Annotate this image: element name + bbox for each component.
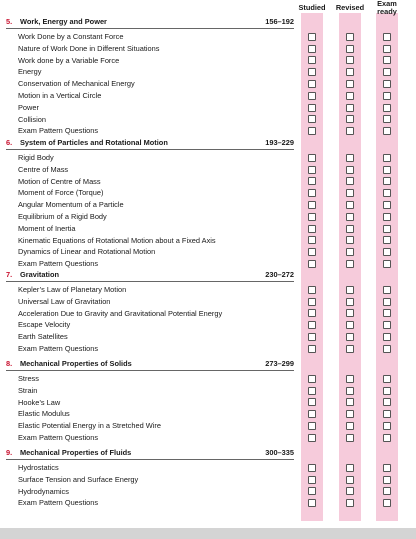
exam-ready-checkbox[interactable]: [383, 225, 391, 233]
topic-item: Exam Pattern Questions: [18, 259, 99, 269]
exam-ready-checkbox[interactable]: [383, 248, 391, 256]
topic-item: Earth Satellites: [18, 332, 68, 342]
exam-ready-checkbox[interactable]: [383, 68, 391, 76]
chapter-8: [6, 358, 294, 444]
topic-item: Acceleration Due to Gravity and Gravitational Potential Energy: [18, 308, 223, 318]
studied-checkbox[interactable]: [308, 298, 316, 306]
revised-checkbox[interactable]: [346, 398, 354, 406]
revised-checkbox[interactable]: [346, 464, 354, 472]
exam-ready-checkbox[interactable]: [383, 309, 391, 317]
studied-checkbox[interactable]: [308, 166, 316, 174]
chapter-pages: 230–272: [265, 270, 294, 279]
topic-item: Energy: [18, 67, 42, 77]
topic-item: Exam Pattern Questions: [18, 498, 99, 508]
studied-checkbox[interactable]: [308, 387, 316, 395]
studied-checkbox[interactable]: [308, 375, 316, 383]
studied-checkbox[interactable]: [308, 476, 316, 484]
exam-ready-checkbox[interactable]: [383, 375, 391, 383]
topic-item: Motion of Centre of Mass: [18, 176, 101, 186]
revised-checkbox[interactable]: [346, 434, 354, 442]
exam-ready-checkbox[interactable]: [383, 387, 391, 395]
studied-checkbox[interactable]: [308, 115, 316, 123]
chapter-pages: 193–229: [265, 138, 294, 147]
footer-bar: [0, 528, 416, 539]
studied-checkbox[interactable]: [308, 154, 316, 162]
revised-checkbox[interactable]: [346, 333, 354, 341]
chapter-title: Gravitation: [20, 270, 60, 279]
revised-checkbox[interactable]: [346, 410, 354, 418]
chapter-number: 8.: [6, 359, 13, 368]
exam-ready-line1: Exam: [377, 0, 397, 8]
exam-ready-checkbox[interactable]: [383, 189, 391, 197]
studied-checkbox[interactable]: [308, 487, 316, 495]
exam-ready-checkbox[interactable]: [383, 422, 391, 430]
studied-checkbox[interactable]: [308, 309, 316, 317]
studied-checkbox[interactable]: [308, 33, 316, 41]
exam-ready-checkbox[interactable]: [383, 177, 391, 185]
studied-checkbox[interactable]: [308, 345, 316, 353]
topic-item: Elastic Modulus: [18, 409, 70, 419]
studied-checkbox[interactable]: [308, 422, 316, 430]
studied-checkbox[interactable]: [308, 45, 316, 53]
exam-ready-checkbox[interactable]: [383, 286, 391, 294]
topic-item: Conservation of Mechanical Energy: [18, 79, 135, 89]
exam-ready-checkbox[interactable]: [383, 499, 391, 507]
revised-checkbox[interactable]: [346, 225, 354, 233]
revised-checkbox[interactable]: [346, 201, 354, 209]
chapter-title: Mechanical Properties of Solids: [20, 359, 132, 368]
chapter-heading: [6, 137, 294, 149]
chapter-rule: [6, 28, 294, 29]
revised-checkbox[interactable]: [346, 298, 354, 306]
revised-checkbox[interactable]: [346, 166, 354, 174]
exam-ready-checkbox[interactable]: [383, 410, 391, 418]
exam-ready-checkbox[interactable]: [383, 92, 391, 100]
topic-item: Strain: [18, 385, 38, 395]
topic-item: Kepler’s Law of Planetary Motion: [18, 285, 127, 294]
topic-item: Work done by a Variable Force: [18, 55, 120, 65]
exam-ready-checkbox[interactable]: [383, 104, 391, 112]
exam-ready-checkbox[interactable]: [383, 260, 391, 268]
exam-ready-checkbox[interactable]: [383, 333, 391, 341]
studied-checkbox[interactable]: [308, 189, 316, 197]
exam-ready-checkbox[interactable]: [383, 213, 391, 221]
studied-checkbox[interactable]: [308, 213, 316, 221]
topic-item: Stress: [18, 374, 39, 383]
topic-item: Exam Pattern Questions: [18, 126, 99, 136]
exam-ready-checkbox[interactable]: [383, 434, 391, 442]
studied-checkbox[interactable]: [308, 398, 316, 406]
chapter-title: Work, Energy and Power: [20, 17, 107, 26]
exam-ready-checkbox[interactable]: [383, 298, 391, 306]
exam-ready-checkbox[interactable]: [383, 127, 391, 135]
topic-item: Power: [18, 102, 39, 112]
chapter-title: Mechanical Properties of Fluids: [20, 448, 132, 457]
revised-checkbox[interactable]: [346, 127, 354, 135]
revised-checkbox[interactable]: [346, 92, 354, 100]
studied-checkbox[interactable]: [308, 410, 316, 418]
chapter-pages: 156–192: [265, 17, 294, 26]
studied-checkbox[interactable]: [308, 321, 316, 329]
revised-checkbox[interactable]: [346, 321, 354, 329]
chapter-7: [6, 269, 294, 355]
topic-item: Moment of Force (Torque): [18, 188, 104, 198]
chapter-6: [6, 137, 294, 270]
revised-checkbox[interactable]: [346, 248, 354, 256]
revised-header: Revised: [335, 3, 365, 12]
chapter-number: 7.: [6, 270, 13, 279]
studied-checkbox[interactable]: [308, 80, 316, 88]
chapter-heading: [6, 358, 294, 370]
studied-checkbox[interactable]: [308, 464, 316, 472]
revised-checkbox[interactable]: [346, 104, 354, 112]
revised-checkbox[interactable]: [346, 286, 354, 294]
revised-checkbox[interactable]: [346, 236, 354, 244]
revised-checkbox[interactable]: [346, 309, 354, 317]
topic-item: Universal Law of Gravitation: [18, 296, 111, 306]
revised-checkbox[interactable]: [346, 499, 354, 507]
revised-checkbox[interactable]: [346, 213, 354, 221]
topic-item: Hydrostatics: [18, 463, 59, 472]
topic-item: Kinematic Equations of Rotational Motion about a Fixed Axis: [18, 235, 216, 245]
studied-checkbox[interactable]: [308, 177, 316, 185]
exam-ready-checkbox[interactable]: [383, 321, 391, 329]
studied-checkbox[interactable]: [308, 286, 316, 294]
topic-item: Dynamics of Linear and Rotational Motion: [18, 247, 156, 257]
topic-item: Centre of Mass: [18, 164, 69, 174]
exam-ready-checkbox[interactable]: [383, 80, 391, 88]
studied-checkbox[interactable]: [308, 260, 316, 268]
studied-checkbox[interactable]: [308, 201, 316, 209]
exam-ready-checkbox[interactable]: [383, 154, 391, 162]
exam-ready-checkbox[interactable]: [383, 56, 391, 64]
chapter-heading: [6, 447, 294, 459]
exam-ready-checkbox[interactable]: [383, 45, 391, 53]
exam-ready-line2: ready: [377, 7, 397, 16]
revised-checkbox[interactable]: [346, 80, 354, 88]
chapter-heading: [6, 269, 294, 281]
exam-ready-checkbox[interactable]: [383, 201, 391, 209]
revised-checkbox[interactable]: [346, 375, 354, 383]
studied-checkbox[interactable]: [308, 127, 316, 135]
topic-item: Surface Tension and Surface Energy: [18, 474, 139, 484]
studied-checkbox[interactable]: [308, 68, 316, 76]
topic-item: Work Done by a Constant Force: [18, 32, 124, 41]
chapter-heading: [6, 16, 294, 28]
revised-checkbox[interactable]: [346, 56, 354, 64]
exam-ready-checkbox[interactable]: [383, 476, 391, 484]
studied-checkbox[interactable]: [308, 434, 316, 442]
topic-item: Exam Pattern Questions: [18, 343, 99, 353]
chapter-9: [6, 447, 294, 509]
exam-ready-checkbox[interactable]: [383, 33, 391, 41]
chapter-5: [6, 16, 294, 137]
exam-ready-checkbox[interactable]: [383, 166, 391, 174]
exam-ready-checkbox[interactable]: [383, 398, 391, 406]
chapter-pages: 300–335: [265, 448, 294, 457]
studied-checkbox[interactable]: [308, 333, 316, 341]
topic-item: Hooke’s Law: [18, 397, 61, 407]
revised-checkbox[interactable]: [346, 345, 354, 353]
exam-ready-header: [367, 0, 407, 16]
chapter-number: 5.: [6, 17, 13, 26]
exam-ready-checkbox[interactable]: [383, 464, 391, 472]
studied-checkbox[interactable]: [308, 56, 316, 64]
chapter-rule: [6, 370, 294, 371]
topic-item: Exam Pattern Questions: [18, 432, 99, 442]
topic-item: Angular Momentum of a Particle: [18, 200, 124, 210]
studied-checkbox[interactable]: [308, 248, 316, 256]
revised-checkbox[interactable]: [346, 68, 354, 76]
topic-item: Motion in a Vertical Circle: [18, 90, 102, 100]
chapter-title: System of Particles and Rotational Motion: [20, 138, 168, 147]
exam-ready-checkbox[interactable]: [383, 487, 391, 495]
studied-checkbox[interactable]: [308, 236, 316, 244]
revised-checkbox[interactable]: [346, 177, 354, 185]
chapter-rule: [6, 149, 294, 150]
topic-item: Hydrodynamics: [18, 486, 69, 496]
revised-checkbox[interactable]: [346, 387, 354, 395]
studied-checkbox[interactable]: [308, 499, 316, 507]
exam-ready-checkbox[interactable]: [383, 236, 391, 244]
topic-item: Collision: [18, 114, 46, 124]
revised-checkbox[interactable]: [346, 33, 354, 41]
exam-ready-checkbox[interactable]: [383, 345, 391, 353]
chapter-rule: [6, 281, 294, 282]
studied-checkbox[interactable]: [308, 104, 316, 112]
chapter-rule: [6, 459, 294, 460]
exam-ready-checkbox[interactable]: [383, 115, 391, 123]
revised-checkbox[interactable]: [346, 154, 354, 162]
topic-item: Moment of Inertia: [18, 223, 76, 233]
revised-checkbox[interactable]: [346, 189, 354, 197]
revised-checkbox[interactable]: [346, 476, 354, 484]
studied-header: Studied: [298, 3, 326, 12]
chapter-number: 6.: [6, 138, 13, 147]
chapter-number: 9.: [6, 448, 13, 457]
topic-item: Escape Velocity: [18, 320, 71, 330]
studied-checkbox[interactable]: [308, 225, 316, 233]
topic-item: Equilibrium of a Rigid Body: [18, 211, 107, 221]
revised-checkbox[interactable]: [346, 487, 354, 495]
topic-item: Rigid Body: [18, 153, 54, 162]
revised-checkbox[interactable]: [346, 115, 354, 123]
revised-checkbox[interactable]: [346, 422, 354, 430]
topic-item: Elastic Potential Energy in a Stretched Wire: [18, 421, 161, 431]
chapter-pages: 273–299: [265, 359, 294, 368]
revised-checkbox[interactable]: [346, 260, 354, 268]
revised-checkbox[interactable]: [346, 45, 354, 53]
topic-item: Nature of Work Done in Different Situations: [18, 43, 160, 53]
studied-checkbox[interactable]: [308, 92, 316, 100]
